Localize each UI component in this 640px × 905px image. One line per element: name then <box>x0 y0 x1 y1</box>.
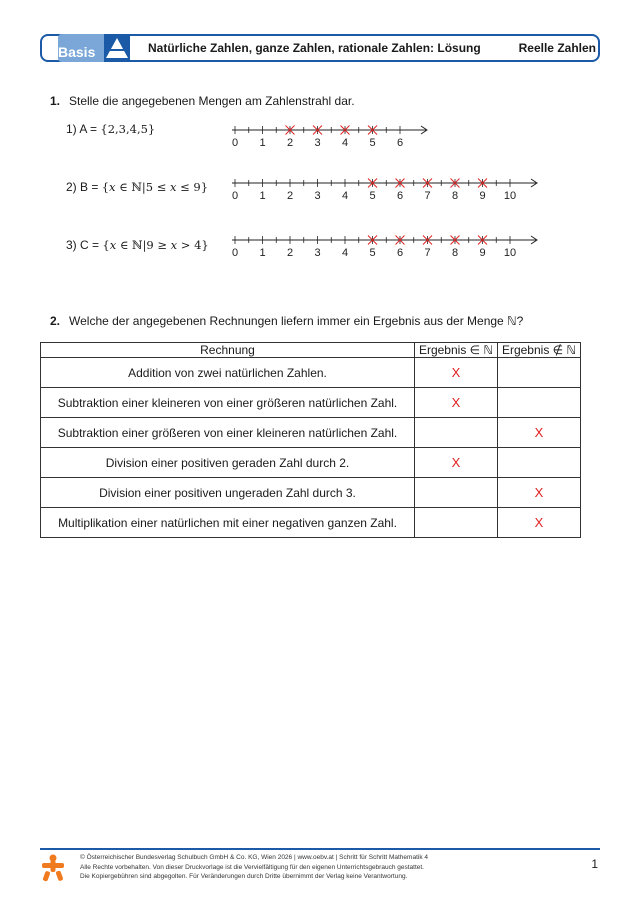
task2-number: 2. <box>50 314 61 328</box>
in-n-cell <box>415 508 498 538</box>
tick-label: 3 <box>314 190 321 202</box>
set-b-name: B = <box>80 180 99 194</box>
tick-label: 10 <box>503 247 517 259</box>
header-rechnung: Rechnung <box>41 343 415 358</box>
tick-label: 4 <box>341 137 349 149</box>
table-row <box>41 418 581 448</box>
tick-label: 8 <box>451 190 459 202</box>
tick-label: 8 <box>451 247 459 259</box>
set-b-index: 2) <box>66 180 77 194</box>
publisher-logo-icon <box>40 852 66 882</box>
calc-cell: Division einer positiven ungeraden Zahl durch 3. <box>41 478 415 508</box>
not-in-n-cell: X <box>498 418 581 448</box>
not-in-n-cell <box>498 388 581 418</box>
in-n-cell: X <box>415 358 498 388</box>
not-in-n-cell: X <box>498 478 581 508</box>
task2-text: Welche der angegebenen Rechnungen liefern immer ein Ergebnis aus der Menge ℕ? <box>69 314 524 328</box>
badge-label: Basis <box>58 44 96 60</box>
tick-label: 9 <box>479 247 486 259</box>
footer-divider <box>40 848 600 850</box>
footer-line-3: Die Kopiergebühren sind abgegolten. Für Veränderungen durch Dritte übernimmt der Verlag keine Verantwortung. <box>80 873 408 880</box>
tick-label: 0 <box>231 190 239 202</box>
tick-label: 9 <box>479 190 486 202</box>
task1-text: Stelle die angegebenen Mengen am Zahlenstrahl dar. <box>69 94 355 108</box>
header-not-in-n: Ergebnis ∉ ℕ <box>498 343 581 358</box>
table-row <box>41 508 581 538</box>
footer-legal <box>80 853 428 882</box>
tick-label: 10 <box>503 190 517 202</box>
tick-label: 5 <box>369 247 376 259</box>
page-title: Natürliche Zahlen, ganze Zahlen, rationale Zahlen: Lösung <box>148 41 481 55</box>
set-b-expr: {𝑥 ∈ ℕ|5 ≤ 𝑥 ≤ 9} <box>101 180 209 194</box>
table-row <box>41 388 581 418</box>
tick-label: 6 <box>396 137 404 149</box>
table-row <box>41 358 581 388</box>
set-a-index: 1) <box>66 122 77 136</box>
topic-label: Reelle Zahlen <box>518 41 596 55</box>
calc-cell: Addition von zwei natürlichen Zahlen. <box>41 358 415 388</box>
not-in-n-cell: X <box>498 508 581 538</box>
calc-cell: Subtraktion einer kleineren von einer größeren natürlichen Zahl. <box>41 388 415 418</box>
set-a-expr: {2,3,4,5} <box>100 122 156 136</box>
table-row <box>41 448 581 478</box>
calc-cell: Division einer positiven geraden Zahl durch 2. <box>41 448 415 478</box>
tick-label: 5 <box>369 190 376 202</box>
page-number: 1 <box>591 857 598 871</box>
footer-line-2: Alle Rechte vorbehalten. Von dieser Druckvorlage ist die Vervielfältigung für den eigenen Unterrichtsgebrauch gestattet. <box>80 863 424 871</box>
tick-label: 5 <box>369 137 376 149</box>
tick-label: 3 <box>314 247 321 259</box>
set-c-expr: {𝑥 ∈ ℕ|9 ≥ 𝑥 > 4} <box>102 238 209 252</box>
tick-label: 0 <box>231 137 239 149</box>
tick-label: 2 <box>286 190 294 202</box>
tick-label: 1 <box>259 137 266 149</box>
tick-label: 2 <box>286 247 294 259</box>
in-n-cell <box>415 478 498 508</box>
set-a-name: A = <box>79 122 98 136</box>
in-n-cell: X <box>415 448 498 478</box>
tick-label: 3 <box>314 137 321 149</box>
tick-label: 1 <box>259 247 266 259</box>
tick-label: 4 <box>341 190 349 202</box>
calc-cell: Multiplikation einer natürlichen mit einer negativen ganzen Zahl. <box>41 508 415 538</box>
tick-label: 0 <box>231 247 239 259</box>
set-c-index: 3) <box>66 238 77 252</box>
tick-label: 6 <box>396 190 404 202</box>
calc-cell: Subtraktion einer größeren von einer kleineren natürlichen Zahl. <box>41 418 415 448</box>
header-in-n: Ergebnis ∈ ℕ <box>415 343 498 358</box>
not-in-n-cell <box>498 448 581 478</box>
in-n-cell <box>415 418 498 448</box>
tick-label: 6 <box>396 247 404 259</box>
tick-label: 7 <box>424 190 431 202</box>
task1-number: 1. <box>50 94 61 108</box>
tick-label: 1 <box>259 190 266 202</box>
number-lines <box>0 0 640 300</box>
in-n-cell: X <box>415 388 498 418</box>
table-row <box>41 478 581 508</box>
table-header-row <box>41 343 581 358</box>
footer-line-1: © Österreichischer Bundesverlag Schulbuch GmbH & Co. KG, Wien 2026 | www.oebv.at | Schritt für Schritt Mathematik 4 <box>80 854 428 861</box>
tick-label: 7 <box>424 247 431 259</box>
calculation-table <box>40 342 581 538</box>
not-in-n-cell <box>498 358 581 388</box>
tick-label: 2 <box>286 137 294 149</box>
set-c-name: C = <box>80 238 100 252</box>
tick-label: 4 <box>341 247 349 259</box>
